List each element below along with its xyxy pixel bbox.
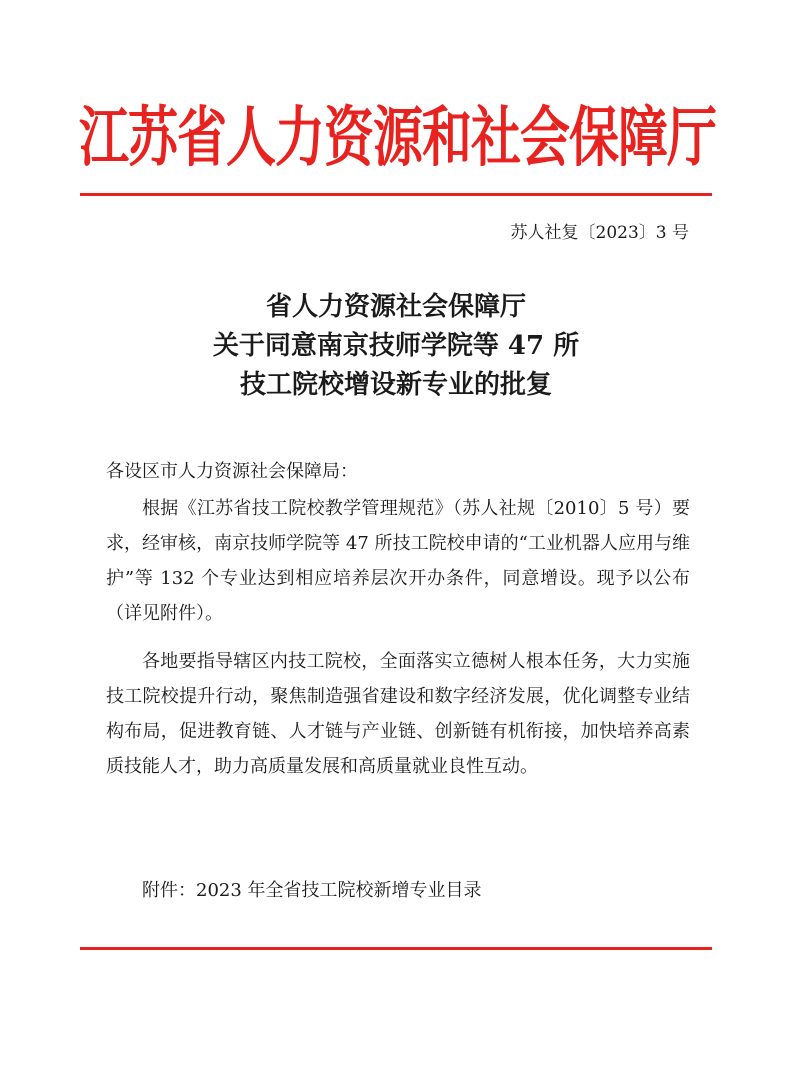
- document-title: [80, 288, 712, 405]
- letterhead-divider: [80, 193, 712, 196]
- title-line-1: 省人力资源社会保障厅: [265, 292, 526, 322]
- salutation: 各设区市人力资源社会保障局：: [106, 461, 358, 482]
- title-line-3: 技工院校增设新专业的批复: [239, 370, 552, 400]
- attachment-line: 附件：2023 年全省技工院校新增专业目录: [142, 880, 482, 901]
- letterhead-title: 江苏省人力资源和社会保障厅: [79, 98, 716, 175]
- footer-divider: [80, 947, 712, 950]
- document-number: 苏人社复〔2023〕3 号: [510, 223, 689, 243]
- body-paragraph-1: 根据《江苏省技工院校教学管理规范》（苏人社规〔2010〕5 号）要求，经审核，南京技师学院等 47 所技工院校申请的“工业机器人应用与维护”等 132 个专业达到相应培养层次开办条件，同意增设。现予以公布（详见附件）。: [106, 498, 690, 624]
- body-paragraph-2: 各地要指导辖区内技工院校，全面落实立德树人根本任务，大力实施技工院校提升行动，聚焦制造强省建设和数字经济发展，优化调整专业结构布局，促进教育链、人才链与产业链、创新链有机衔接，加快培养高素质技能人才，助力高质量发展和高质量就业良性互动。: [106, 651, 690, 777]
- title-line-2: 关于同意南京技师学院等 47 所: [212, 331, 580, 361]
